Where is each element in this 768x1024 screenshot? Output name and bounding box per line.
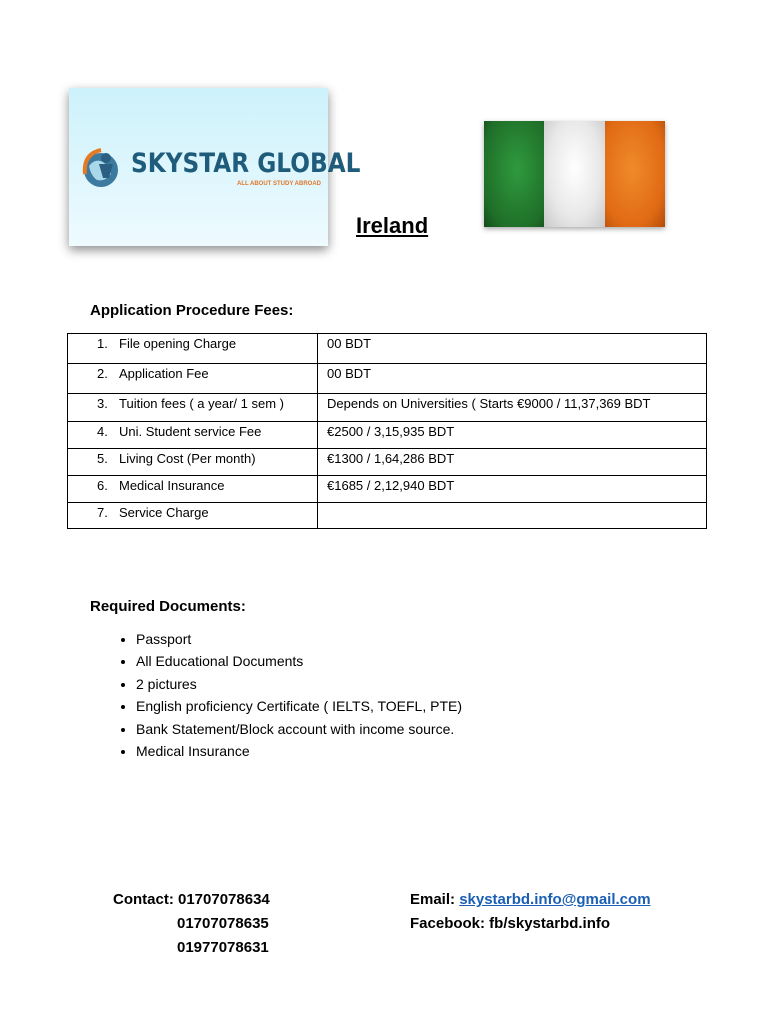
fee-item-label: Application Fee <box>119 366 209 381</box>
logo <box>69 88 361 246</box>
table-row <box>68 476 707 503</box>
row-number: 3. <box>97 396 108 411</box>
row-number: 4. <box>97 424 108 439</box>
logo-tagline: ALL ABOUT STUDY ABROAD <box>237 181 321 187</box>
phone-number: 01707078635 <box>177 915 269 932</box>
fee-item-label: Medical Insurance <box>119 478 225 493</box>
fees-table <box>67 333 707 529</box>
list-item: • English proficiency Certificate ( IELTS, TOEFL, PTE) <box>136 695 462 717</box>
list-item: • Passport <box>136 628 462 650</box>
fee-value-cell: €1300 / 1,64,286 BDT <box>318 449 707 476</box>
email-label: Email: <box>410 891 456 908</box>
documents-heading: Required Documents: <box>90 598 246 615</box>
fee-item-cell <box>68 334 318 364</box>
fee-item-cell <box>68 449 318 476</box>
fee-item-cell <box>68 422 318 449</box>
row-number: 1. <box>97 336 108 351</box>
fees-heading: Application Procedure Fees: <box>90 302 294 319</box>
fee-item-label: Uni. Student service Fee <box>119 424 262 439</box>
fee-item-label: Tuition fees ( a year/ 1 sem ) <box>119 396 284 411</box>
fee-value-cell: €1685 / 2,12,940 BDT <box>318 476 707 503</box>
fee-item-cell <box>68 364 318 394</box>
flag-white-band <box>544 121 604 227</box>
list-item: • All Educational Documents <box>136 650 462 672</box>
fee-item-cell <box>68 503 318 529</box>
table-row <box>68 449 707 476</box>
row-number: 7. <box>97 505 108 520</box>
list-item: • Bank Statement/Block account with income source. <box>136 718 462 740</box>
page-title: Ireland <box>356 213 429 238</box>
fee-item-label: Living Cost (Per month) <box>119 451 256 466</box>
email-link[interactable]: skystarbd.info@gmail.com <box>459 891 651 908</box>
contact-block <box>113 888 270 960</box>
table-row <box>68 394 707 422</box>
table-row <box>68 364 707 394</box>
online-contact-block <box>410 888 651 936</box>
fee-value-cell <box>318 503 707 529</box>
fee-item-label: Service Charge <box>119 505 209 520</box>
contact-label: Contact: <box>113 891 174 908</box>
row-number: 2. <box>97 366 108 381</box>
table-row <box>68 422 707 449</box>
row-number: 6. <box>97 478 108 493</box>
table-row <box>68 503 707 529</box>
documents-list <box>90 628 462 762</box>
facebook-text: Facebook: fb/skystarbd.info <box>410 915 611 932</box>
phone-number: 01977078631 <box>177 939 269 956</box>
ireland-flag <box>484 121 665 227</box>
flag-green-band <box>484 121 544 227</box>
fee-item-cell <box>68 476 318 503</box>
table-row <box>68 334 707 364</box>
fee-item-label: File opening Charge <box>119 336 237 351</box>
list-item: • 2 pictures <box>136 673 462 695</box>
flag-orange-band <box>605 121 665 227</box>
fee-value-cell: 00 BDT <box>318 364 707 394</box>
row-number: 5. <box>97 451 108 466</box>
logo-name: SKYSTAR GLOBAL <box>131 148 361 179</box>
fee-value-cell: 00 BDT <box>318 334 707 364</box>
fee-value-cell: €2500 / 3,15,935 BDT <box>318 422 707 449</box>
globe-icon <box>81 144 123 192</box>
list-item: • Medical Insurance <box>136 740 462 762</box>
phone-number: 01707078634 <box>178 891 270 908</box>
fee-value-cell: Depends on Universities ( Starts €9000 / 11,37,369 BDT <box>318 394 707 422</box>
fee-item-cell <box>68 394 318 422</box>
